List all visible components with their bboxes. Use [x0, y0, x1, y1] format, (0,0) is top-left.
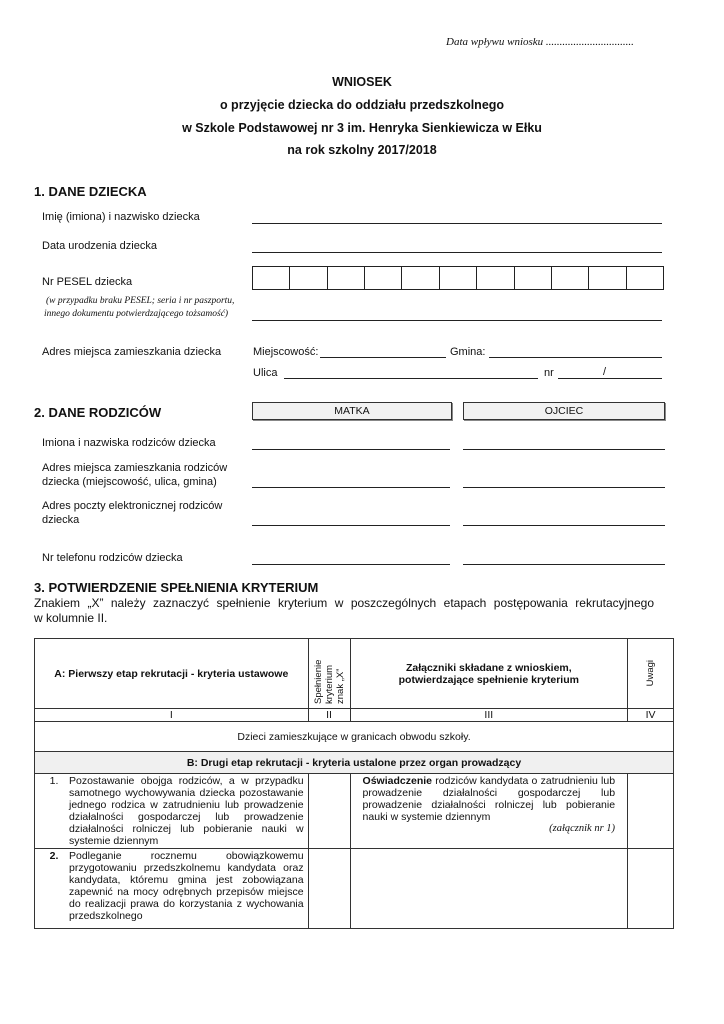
col-header-attachments — [350, 639, 628, 709]
child-dob-label: Data urodzenia dziecka — [42, 240, 157, 252]
child-address-label: Adres miejsca zamieszkania dziecka — [42, 346, 222, 358]
criteria-intro-2: w kolumnie II. — [34, 611, 108, 625]
mother-name-field[interactable] — [252, 449, 450, 450]
criterion-1-notes[interactable] — [628, 774, 674, 849]
stage-b-header: B: Drugi etap rekrutacji - kryteria ustalone przez organ prowadzący — [35, 752, 674, 774]
parents-phone-label: Nr telefonu rodziców dziecka — [42, 552, 183, 564]
commune-label: Gmina: — [450, 346, 486, 358]
mother-column-header: MATKA — [252, 402, 452, 420]
criterion-2-description — [35, 849, 309, 929]
pesel-digit[interactable] — [515, 267, 552, 289]
pesel-digit[interactable] — [552, 267, 589, 289]
pesel-digit[interactable] — [627, 267, 663, 289]
parents-names-label: Imiona i nazwiska rodziców dziecka — [42, 437, 216, 449]
city-field[interactable] — [320, 357, 446, 358]
pesel-digit[interactable] — [477, 267, 514, 289]
street-field[interactable] — [284, 378, 538, 379]
col-header-fulfilment-text: Spełnienie kryterium znak „X” — [312, 659, 346, 704]
col-header-stage-a-text: A: Pierwszy etap rekrutacji - kryteria ustawowe — [54, 667, 289, 680]
city-label: Miejscowość: — [253, 346, 319, 358]
criterion-1-checkbox[interactable] — [308, 774, 350, 849]
criterion-1-text: Pozostawanie obojga rodziców, a w przypadku samotnego wychowywania dziecka pozostawanie jednego rodzica w zatrudnieniu lub prowadzenie działalności gospodarczej lub prowadzenie działalności rolniczej lub pobieranie nauki w systemie dziennym — [69, 775, 304, 847]
pesel-boxes[interactable] — [252, 266, 664, 290]
criterion-1-attachment-text: rodziców kandydata o zatrudnieniu lub prowadzenie działalności gospodarczej lub prowadzenie działalności rolniczej lub pobieranie nauki w systemie dziennym — [362, 775, 616, 823]
house-number-label: nr — [544, 367, 554, 379]
col-header-attachments-1: Załączniki składane z wnioskiem, — [405, 661, 572, 674]
father-name-field[interactable] — [463, 449, 665, 450]
pesel-digit[interactable] — [440, 267, 477, 289]
criterion-2-number: 2. — [49, 850, 59, 862]
col-header-notes — [628, 639, 674, 709]
school-name: w Szkole Podstawowej nr 3 im. Henryka Sienkiewicza w Ełku — [182, 121, 542, 135]
col-number-4: IV — [628, 709, 674, 722]
child-pesel-label: Nr PESEL dziecka — [42, 276, 133, 288]
father-column-header: OJCIEC — [463, 402, 665, 420]
criterion-1-attachment-ref: (załącznik nr 1) — [549, 823, 616, 834]
section-child-heading: 1. DANE DZIECKA — [34, 184, 147, 199]
pesel-digit[interactable] — [253, 267, 290, 289]
form-subtitle: o przyjęcie dziecka do oddziału przedszkolnego — [219, 98, 505, 112]
commune-field[interactable] — [489, 357, 662, 358]
criterion-1-attachment — [350, 774, 628, 849]
street-label: Ulica — [253, 367, 278, 379]
criterion-1-number: 1. — [49, 775, 59, 787]
col-number-2: II — [308, 709, 350, 722]
alt-document-field[interactable] — [252, 320, 662, 321]
col-number-3: III — [350, 709, 628, 722]
child-name-field[interactable] — [252, 223, 662, 224]
pesel-note-1: (w przypadku braku PESEL; seria i nr paszportu, — [46, 296, 235, 306]
house-number-field[interactable] — [558, 378, 662, 379]
pesel-digit[interactable] — [365, 267, 402, 289]
col-header-notes-text: Uwagi — [645, 660, 657, 687]
criterion-2-attachment — [350, 849, 628, 929]
pesel-digit[interactable] — [328, 267, 365, 289]
father-email-field[interactable] — [463, 525, 665, 526]
col-header-attachments-2: potwierdzające spełnienie kryterium — [398, 673, 579, 686]
criteria-intro-1: Znakiem „X” należy zaznaczyć spełnienie kryterium w poszczególnych etapach postępowania rekrutacyjnego — [34, 596, 654, 610]
school-year: na rok szkolny 2017/2018 — [287, 143, 437, 157]
section-criteria-heading: 3. POTWIERDZENIE SPEŁNIENIA KRYTERIUM — [34, 580, 319, 595]
pesel-digit[interactable] — [589, 267, 626, 289]
child-name-label: Imię (imiona) i nazwisko dziecka — [42, 211, 200, 223]
criterion-2-checkbox[interactable] — [308, 849, 350, 929]
pesel-digit[interactable] — [402, 267, 439, 289]
pesel-note-2: innego dokumentu potwierdzającego tożsamość) — [44, 309, 229, 319]
parents-email-label-2: dziecka — [42, 514, 80, 526]
criterion-1-attachment-bold: Oświadczenie — [362, 775, 432, 787]
pesel-digit[interactable] — [290, 267, 327, 289]
form-title: WNIOSEK — [332, 75, 392, 89]
parents-email-label-1: Adres poczty elektronicznej rodziców — [42, 500, 223, 512]
criterion-district-row: Dzieci zamieszkujące w granicach obwodu szkoły. — [35, 722, 674, 752]
col-header-fulfilment — [308, 639, 350, 709]
criterion-2-notes[interactable] — [628, 849, 674, 929]
receipt-date-label: Data wpływu wniosku ................................ — [446, 36, 634, 48]
col-header-stage-a — [35, 639, 309, 709]
parents-address-label-1: Adres miejsca zamieszkania rodziców — [42, 462, 228, 474]
criterion-2-text: Podleganie rocznemu obowiązkowemu przygotowaniu przedszkolnemu kandydata oraz kandydata, któremu gmina jest zobowiązana zapewnić na mocy odrębnych przepisów miejsce do realizacji prawa do korzystania z wychowania przedszkolnego — [69, 850, 304, 922]
father-phone-field[interactable] — [463, 564, 665, 565]
parents-address-label-2: dziecka (miejscowość, ulica, gmina) — [42, 476, 217, 488]
father-address-field[interactable] — [463, 487, 665, 488]
flat-separator: / — [603, 366, 607, 378]
criterion-1-description — [35, 774, 309, 849]
criteria-table — [34, 638, 674, 929]
mother-address-field[interactable] — [252, 487, 450, 488]
col-number-1: I — [35, 709, 309, 722]
mother-email-field[interactable] — [252, 525, 450, 526]
section-parents-heading: 2. DANE RODZICÓW — [34, 405, 162, 420]
mother-phone-field[interactable] — [252, 564, 450, 565]
child-dob-field[interactable] — [252, 252, 662, 253]
